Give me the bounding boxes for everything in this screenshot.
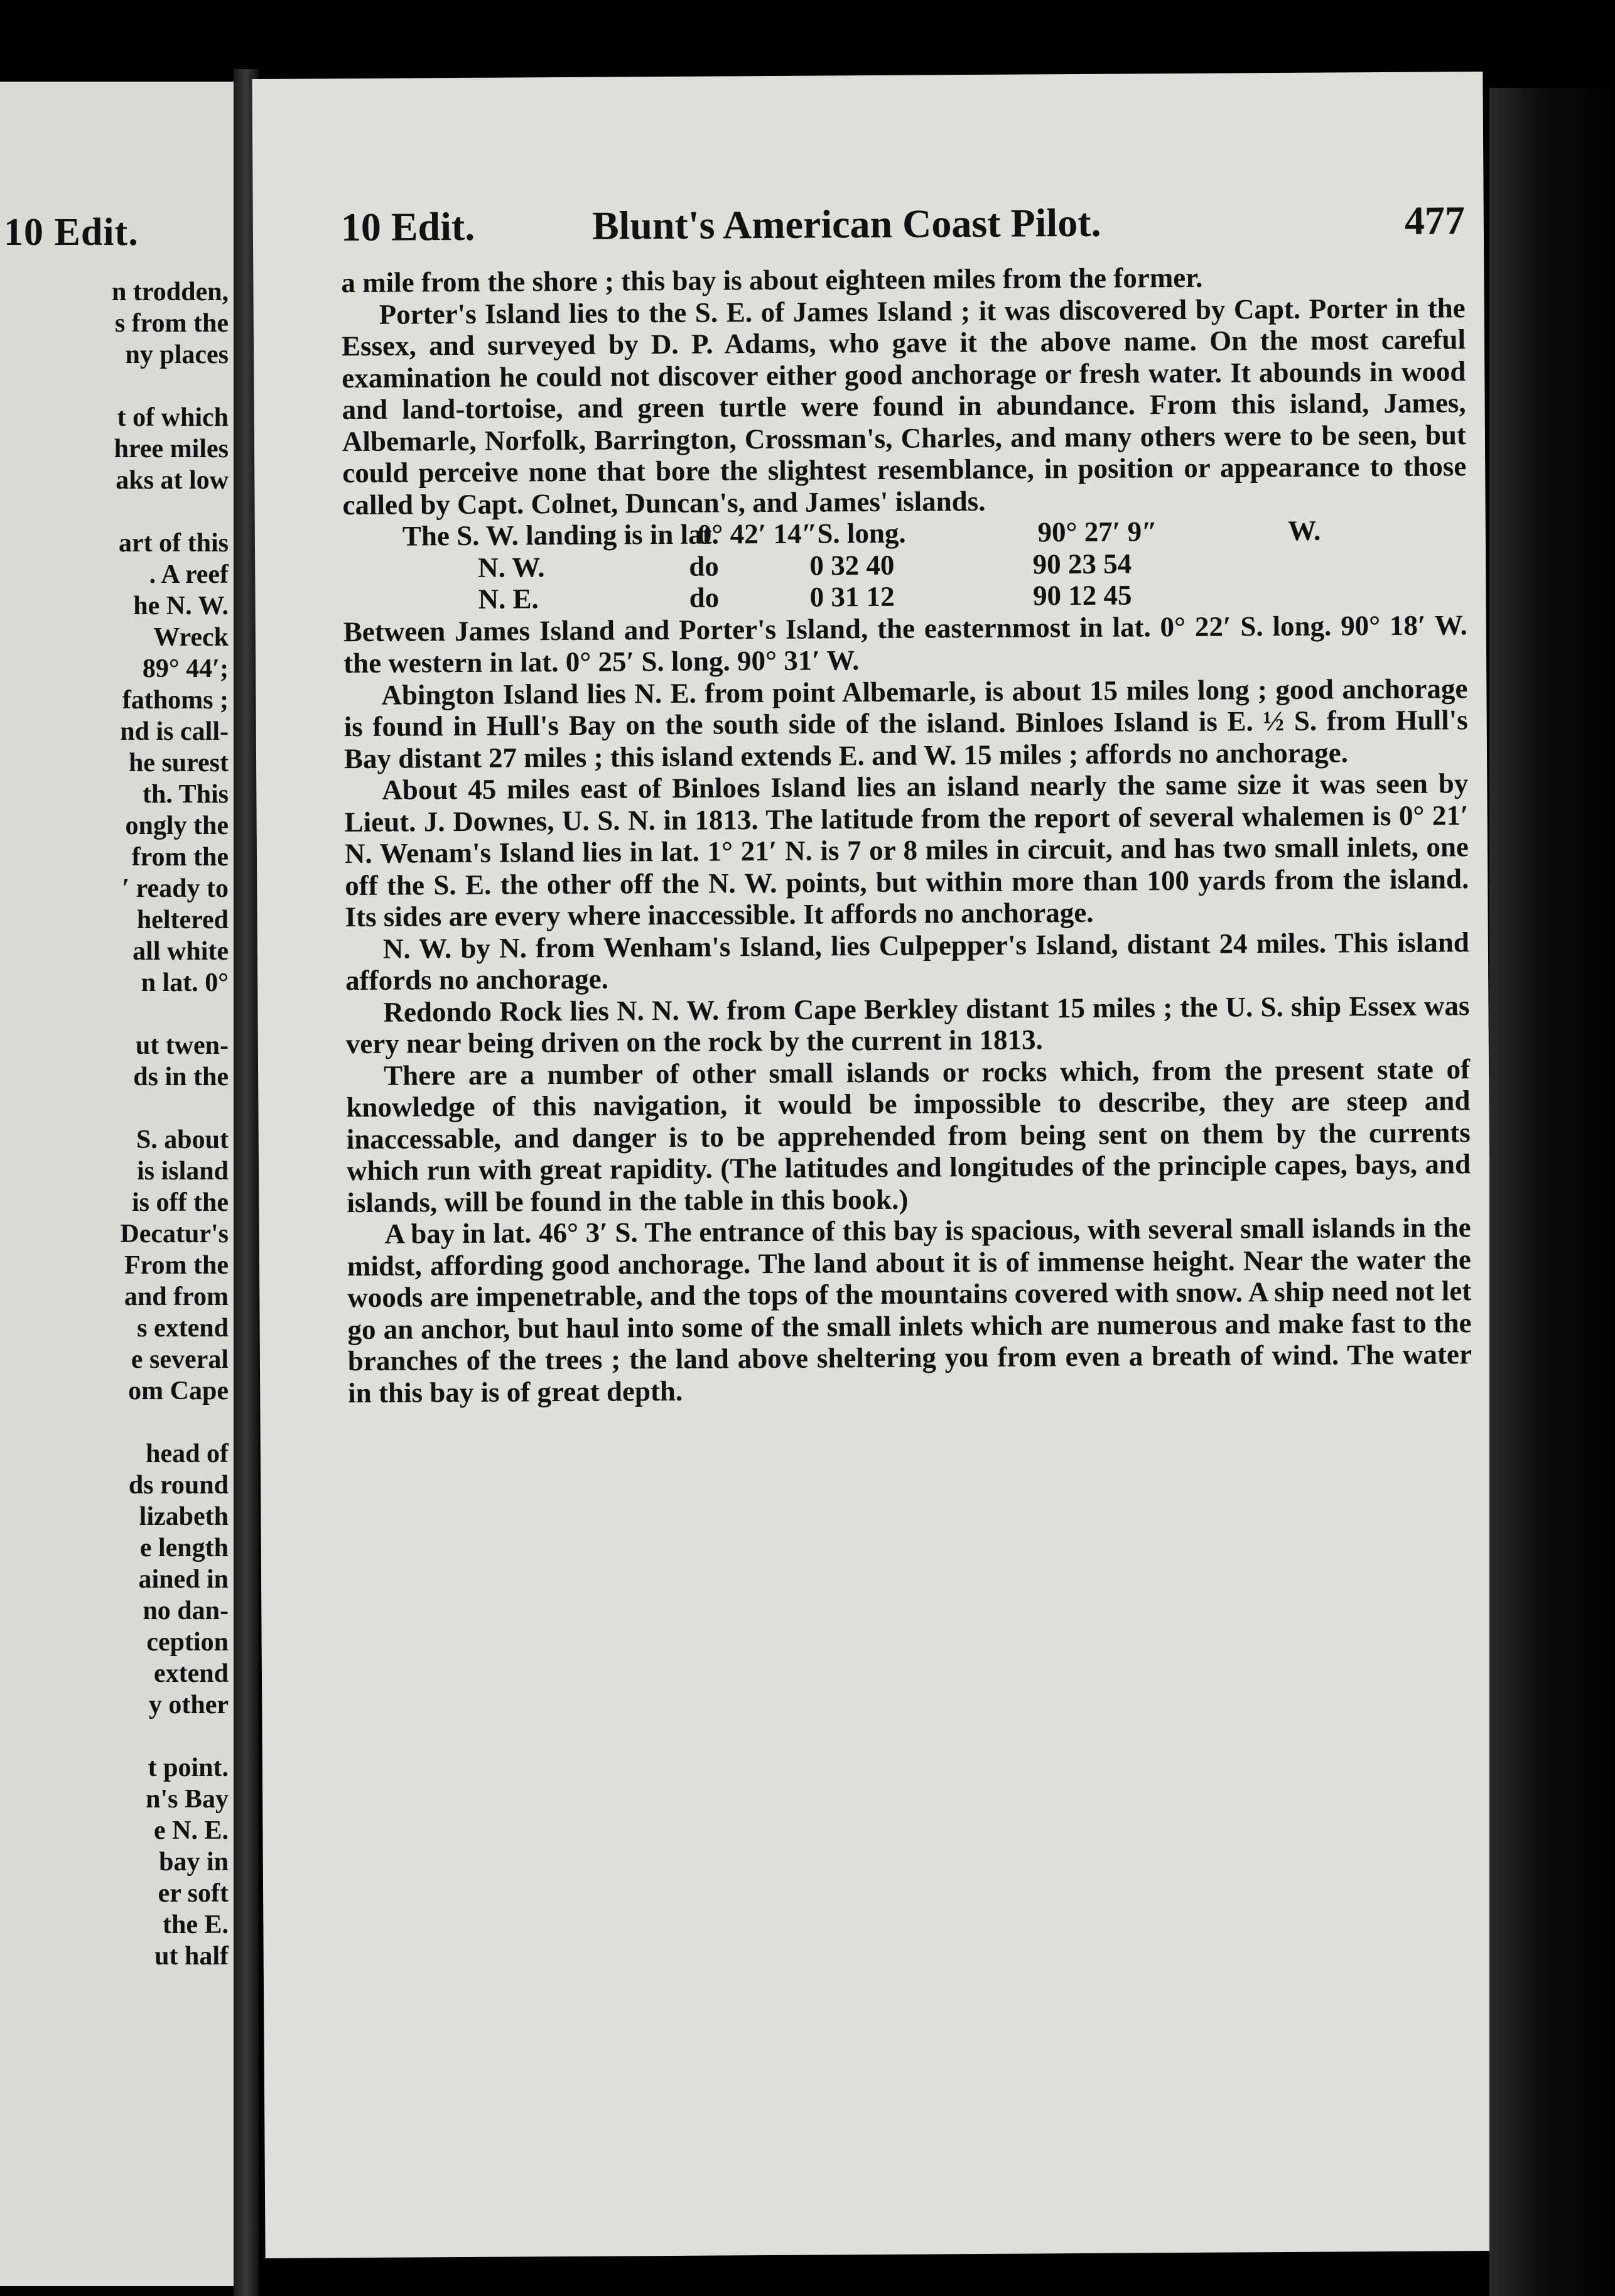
- left-page-line: From the: [124, 1251, 229, 1280]
- page-number: 477: [1404, 198, 1466, 243]
- left-page-line: e several: [131, 1345, 229, 1374]
- left-page-line: nd is call-: [120, 717, 229, 746]
- left-page-line: ut twen-: [135, 1031, 229, 1060]
- coordinates-table: [343, 514, 1467, 615]
- left-page-header: 10 Edit.: [4, 211, 139, 254]
- left-page-line: [3, 496, 229, 528]
- left-page-line: is off the: [132, 1188, 229, 1217]
- left-page-line: th. This: [143, 780, 229, 809]
- coord-long: 90 23 54: [1032, 547, 1132, 580]
- left-page-line: n trodden,: [112, 278, 229, 306]
- left-page-line: ongly the: [125, 811, 229, 840]
- left-page-line: [3, 1093, 229, 1124]
- coord-lat-dir: 0 31 12: [809, 580, 895, 613]
- coord-long-dir: [1286, 577, 1467, 610]
- coord-label: N. W.: [478, 551, 545, 583]
- paragraph: Redondo Rock lies N. N. W. from Cape Berkley distant 15 miles ; the U. S. ship Essex was very near being driven on the rock by the current in 1813.: [345, 989, 1470, 1060]
- main-page: [252, 72, 1496, 2258]
- left-page-line: ny places: [125, 340, 229, 369]
- edition-label: 10 Edit.: [340, 203, 475, 250]
- left-page-line: S. about: [136, 1125, 229, 1154]
- coord-lat: 0° 42′ 14″: [697, 517, 818, 550]
- left-page-line: ′ ready to: [122, 874, 229, 903]
- coord-long: 90° 27′ 9″: [1037, 516, 1158, 548]
- left-page-line: he surest: [128, 749, 229, 777]
- paragraph: N. W. by N. from Wenham's Island, lies Culpepper's Island, distant 24 miles. This island affords no anchorage.: [345, 926, 1470, 997]
- left-page-line: t of which: [117, 403, 229, 432]
- left-page-line: the E.: [163, 1910, 229, 1939]
- left-page-line: er soft: [158, 1879, 229, 1908]
- left-page-line: y other: [148, 1691, 229, 1719]
- left-page-line: ut half: [154, 1942, 229, 1971]
- coord-label: The S. W. landing is in lat.: [402, 518, 719, 552]
- left-page-line: ained in: [138, 1565, 229, 1594]
- left-page-line: om Cape: [128, 1377, 229, 1405]
- page-edge-shadow: [1489, 88, 1615, 2296]
- page-title: Blunt's American Coast Pilot.: [591, 200, 1101, 248]
- left-page-line: s from the: [114, 309, 229, 338]
- left-page-line: [3, 1721, 229, 1752]
- paragraph: A bay in lat. 46° 3′ S. The entrance of this bay is spacious, with several small islands in the midst, affording good anchorage. The land about it is of immense height. Near the water the woods are impenetrable, and the tops of the mountains covered with snow. A ship need not let go an anchor, but haul into some of the small inlets which are numerous and make fast to the branches of the trees ; the land above sheltering you from even a breath of wind. The water in this bay is of great depth.: [347, 1211, 1472, 1409]
- left-page-line: ception: [146, 1628, 229, 1657]
- left-page-line: heltered: [136, 906, 229, 934]
- left-page-text: [3, 276, 229, 1972]
- paragraph: Between James Island and Porter's Island, the easternmost in lat. 0° 22′ S. long. 90° 18′ W. the western in lat. 0° 25′ S. long. 90° 31′ W.: [343, 609, 1467, 680]
- left-page-line: from the: [131, 843, 229, 872]
- left-page-line: [3, 371, 229, 402]
- coord-lat: do: [689, 550, 719, 582]
- left-page-line: ds in the: [133, 1063, 229, 1091]
- left-page-line: n's Bay: [146, 1785, 229, 1814]
- left-page-line: ds round: [128, 1471, 229, 1500]
- left-page-line: t point.: [148, 1753, 229, 1782]
- left-page-line: head of: [146, 1439, 229, 1468]
- coord-long-dir: [1286, 546, 1467, 578]
- paragraph: a mile from the shore ; this bay is about eighteen miles from the former.: [341, 261, 1203, 299]
- left-page-line: fathoms ;: [122, 686, 229, 715]
- left-page-line: all white: [132, 937, 229, 966]
- left-page-line: n lat. 0°: [141, 968, 229, 997]
- coord-lat-dir: S. long.: [817, 517, 906, 550]
- left-page-line: extend: [154, 1659, 229, 1688]
- left-page-line: aks at low: [116, 466, 229, 495]
- left-page-line: art of this: [119, 529, 229, 558]
- paragraph: Abington Island lies N. E. from point Albemarle, is about 15 miles long ; good anchorage is found in Hull's Bay on the south side of the island. Binloes Island is E. ½ S. from Hull's Bay distant 27 miles ; this island extends E. and W. 15 miles ; affords no anchorage.: [343, 672, 1468, 774]
- paragraph: About 45 miles east of Binloes Island lies an island nearly the same size it was seen by Lieut. J. Downes, U. S. N. in 1813. The latitude from the report of several whalemen is 0° 21′ N. Wenam's Island lies in lat. 1° 21′ N. is 7 or 8 miles in circuit, and has two small inlets, one off the S. E. the other off the N. W. points, but within more than 100 yards from the island. Its sides are every where inaccessible. It affords no anchorage.: [344, 767, 1469, 933]
- left-page-line: e length: [139, 1534, 229, 1562]
- left-page-line: bay in: [159, 1848, 229, 1876]
- left-page-line: is island: [137, 1157, 229, 1186]
- paragraph: Porter's Island lies to the S. E. of James Island ; it was discovered by Capt. Porter in the Essex, and surveyed by D. P. Adams, who gave it the above name. On the most careful examination he could not discover either good anchorage or fresh water. It abounds in wood and land-tortoise, and green turtle were found in abundance. From this island, James, Albemarle, Norfolk, Barrington, Crossman's, Charles, and many others were to be seen, but could perceive none that bore the slightest resemblance, in position or appearance to those called by Capt. Colnet, Duncan's, and James' islands.: [341, 291, 1467, 521]
- left-page-line: e N. E.: [154, 1816, 229, 1845]
- left-facing-page: [0, 82, 234, 2286]
- coord-label: N. E.: [478, 583, 539, 615]
- left-page-line: Decatur's: [120, 1220, 229, 1248]
- running-head: [341, 197, 1466, 261]
- left-page-line: 89° 44′;: [142, 654, 229, 683]
- coord-long-dir: W.: [1287, 514, 1321, 546]
- left-page-line: . A reef: [149, 560, 229, 589]
- body-text: [341, 260, 1472, 1409]
- paragraph: There are a number of other small islands or rocks which, from the present state of knowledge of this navigation, it would be impossible to describe, they are steep and inaccessable, and danger is to be apprehended from being sent on them by the currents which run with great rapidity. (The latitudes and longitudes of the principle capes, bays, and islands, will be found in the table in this book.): [346, 1053, 1471, 1218]
- left-page-line: lizabeth: [139, 1502, 229, 1531]
- left-page-line: [3, 1407, 229, 1438]
- left-page-line: and from: [124, 1282, 229, 1311]
- coord-lat: do: [689, 582, 720, 614]
- left-page-line: he N. W.: [133, 592, 229, 620]
- coord-lat-dir: 0 32 40: [809, 549, 895, 582]
- left-page-line: hree miles: [114, 435, 229, 463]
- left-page-line: [3, 999, 229, 1030]
- left-page-line: s extend: [137, 1314, 229, 1343]
- coord-long: 90 12 45: [1032, 579, 1132, 612]
- left-page-line: no dan-: [143, 1596, 229, 1625]
- left-page-line: Wreck: [153, 623, 229, 652]
